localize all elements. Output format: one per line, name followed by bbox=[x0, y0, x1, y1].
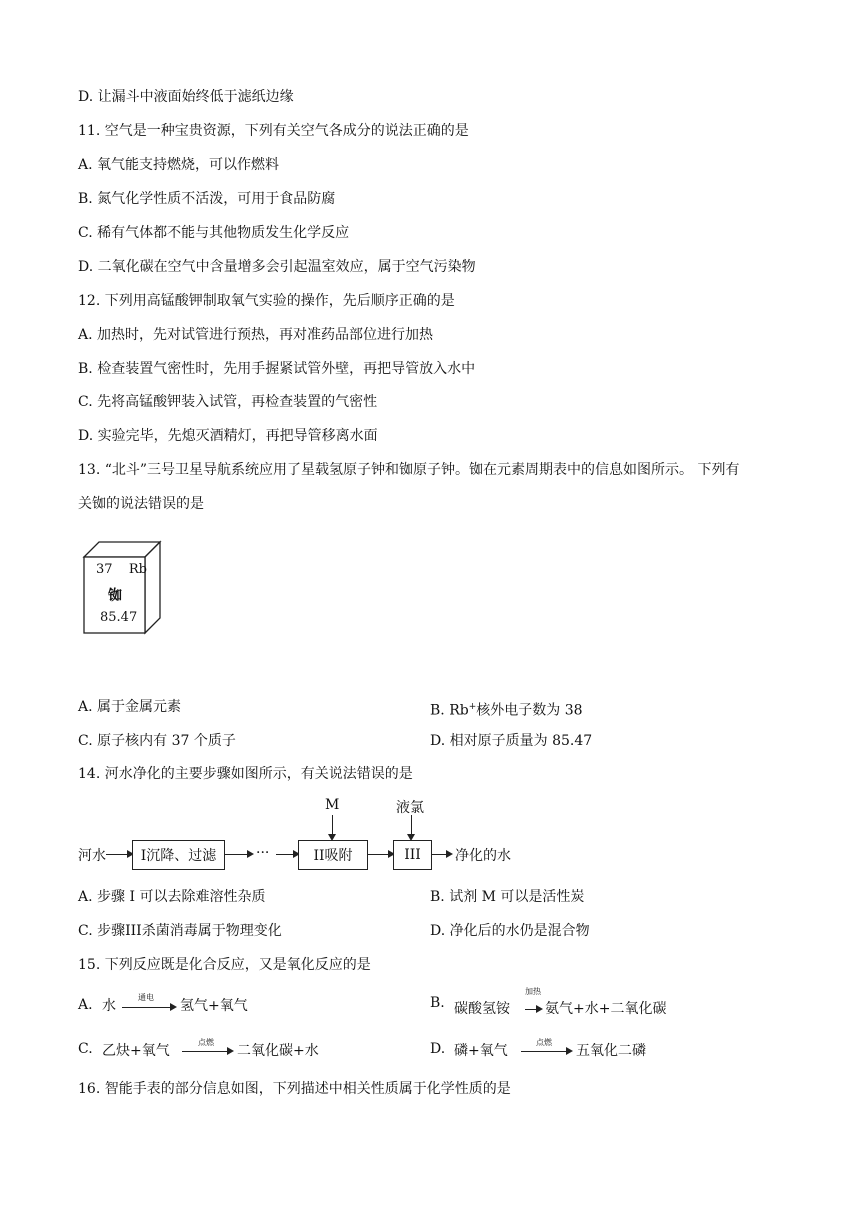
q15a-arrow bbox=[122, 1007, 175, 1008]
flow-step-1-box: I沉降、过滤 bbox=[132, 840, 225, 870]
q12-option-d: D. 实验完毕，先熄灭酒精灯，再把导管移离水面 bbox=[78, 428, 378, 444]
q11-option-a: A. 氧气能支持燃烧，可以作燃料 bbox=[78, 157, 280, 173]
q11-stem: 11. 空气是一种宝贵资源，下列有关空气各成分的说法正确的是 bbox=[78, 123, 469, 139]
q15a-condition: 通电 bbox=[138, 993, 154, 1002]
flow-step-3-box: III bbox=[393, 840, 432, 870]
q15d-condition: 点燃 bbox=[536, 1038, 552, 1047]
q15b-condition: 加热 bbox=[525, 987, 541, 996]
q13-stem-line2: 关铷的说法错误的是 bbox=[78, 496, 204, 512]
q11-option-b: B. 氮气化学性质不活泼，可用于食品防腐 bbox=[78, 191, 336, 207]
flow-arrow-1 bbox=[106, 854, 132, 855]
q13-option-c: C. 原子核内有 37 个质子 bbox=[78, 733, 236, 749]
q12-option-c: C. 先将高锰酸钾装入试管，再检查装置的气密性 bbox=[78, 394, 378, 410]
q14-option-d: D. 净化后的水仍是混合物 bbox=[430, 923, 590, 939]
q12-option-b: B. 检查装置气密性时，先用手握紧试管外壁，再把导管放入水中 bbox=[78, 361, 476, 377]
flow-arrow-chlorine-down bbox=[411, 815, 412, 839]
q13-option-a: A. 属于金属元素 bbox=[78, 699, 182, 715]
q14-option-a: A. 步骤 I 可以去除难溶性杂质 bbox=[78, 889, 266, 905]
flow-ellipsis: ··· bbox=[256, 845, 270, 861]
flow-output-purified-water: 净化的水 bbox=[455, 848, 511, 864]
element-symbol: Rb bbox=[128, 562, 147, 577]
q14-option-b: B. 试剂 M 可以是活性炭 bbox=[430, 889, 585, 905]
q15c-arrow bbox=[182, 1051, 232, 1052]
flow-arrow-2 bbox=[224, 854, 252, 855]
q14-option-c: C. 步骤III杀菌消毒属于物理变化 bbox=[78, 923, 282, 939]
element-name: 铷 bbox=[108, 588, 122, 604]
flow-reagent-liquid-chlorine: 液氯 bbox=[396, 800, 424, 816]
q15d-arrow bbox=[521, 1051, 571, 1052]
element-atomic-number: 37 bbox=[96, 562, 113, 577]
q10-option-d: D. 让漏斗中液面始终低于滤纸边缘 bbox=[78, 89, 294, 105]
element-atomic-mass: 85.47 bbox=[100, 610, 138, 625]
flow-arrow-5 bbox=[431, 854, 451, 855]
q15b-arrow bbox=[525, 1009, 541, 1010]
q15c-condition: 点燃 bbox=[198, 1038, 214, 1047]
q13-option-d: D. 相对原子质量为 85.47 bbox=[430, 733, 593, 749]
q13-option-b: B. Rb+核外电子数为 38 bbox=[430, 702, 583, 719]
flow-arrow-m-down bbox=[332, 815, 333, 839]
q16-stem: 16. 智能手表的部分信息如图，下列描述中相关性质属于化学性质的是 bbox=[78, 1081, 511, 1097]
q11-option-d: D. 二氧化碳在空气中含量增多会引起温室效应，属于空气污染物 bbox=[78, 259, 476, 275]
q11-option-c: C. 稀有气体都不能与其他物质发生化学反应 bbox=[78, 225, 350, 241]
q15-stem: 15. 下列反应既是化合反应，又是氧化反应的是 bbox=[78, 957, 371, 973]
q12-option-a: A. 加热时，先对试管进行预热，再对准药品部位进行加热 bbox=[78, 327, 434, 343]
flow-input-river-water: 河水 bbox=[78, 848, 106, 864]
flow-step-2-box: II吸附 bbox=[298, 840, 368, 870]
q14-stem: 14. 河水净化的主要步骤如图所示，有关说法错误的是 bbox=[78, 766, 413, 782]
q13-stem-line1: 13. “北斗”三号卫星导航系统应用了星载氢原子钟和铷原子钟。铷在元素周期表中的信息如图所示。 下列有 bbox=[78, 462, 740, 478]
rubidium-element-cube bbox=[82, 540, 162, 636]
flow-reagent-m: M bbox=[325, 797, 340, 813]
flow-arrow-4 bbox=[367, 854, 393, 855]
flow-arrow-3 bbox=[276, 854, 298, 855]
q12-stem: 12. 下列用高锰酸钾制取氧气实验的操作，先后顺序正确的是 bbox=[78, 293, 455, 309]
